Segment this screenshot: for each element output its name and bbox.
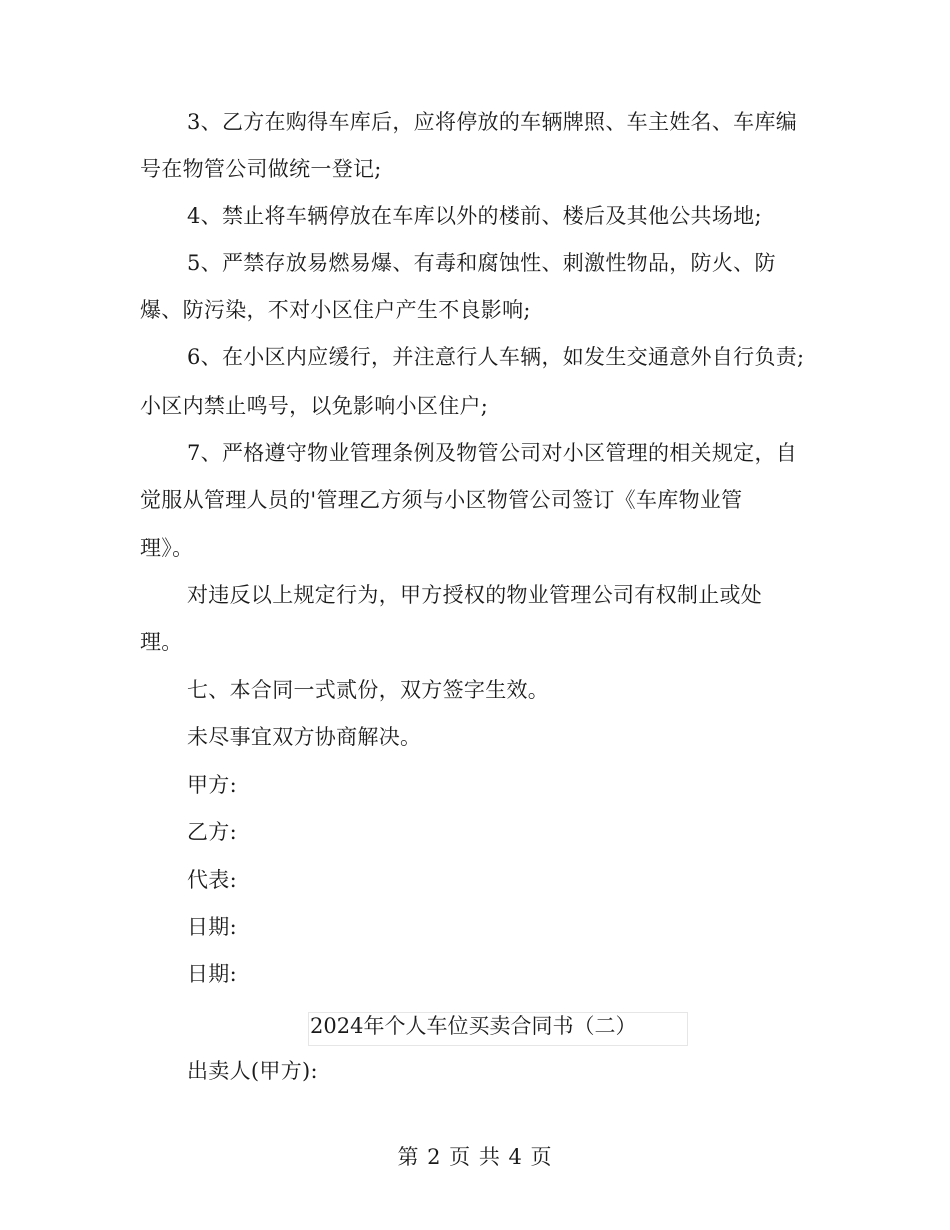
date-label-2: 日期: [187, 962, 237, 986]
date-label-1: 日期: [187, 915, 237, 939]
clause-6-line-2: 小区内禁止鸣号，以免影响小区住户; [140, 394, 489, 418]
clause-7-line-1: 7、严格遵守物业管理条例及物管公司对小区管理的相关规定，自 [187, 441, 798, 465]
clause-3-line-1: 3、乙方在购得车库后，应将停放的车辆牌照、车主姓名、车库编 [187, 110, 798, 134]
party-b-label: 乙方: [187, 820, 237, 844]
unresolved-matters-line: 未尽事宜双方协商解决。 [187, 725, 422, 749]
violation-line-1: 对违反以上规定行为，甲方授权的物业管理公司有权制止或处 [187, 583, 763, 607]
violation-line-2: 理。 [140, 630, 183, 654]
representative-label: 代表: [187, 868, 237, 892]
party-a-label: 甲方: [187, 773, 237, 797]
clause-7-line-2: 觉服从管理人员的'管理乙方须与小区物管公司签订《车库物业管 [140, 488, 743, 512]
clause-5-line-1: 5、严禁存放易燃易爆、有毒和腐蚀性、刺激性物品，防火、防 [187, 251, 776, 275]
clause-3-line-2: 号在物管公司做统一登记; [140, 157, 382, 181]
clause-7-line-3: 理》。 [140, 536, 194, 560]
section-title: 2024年个人车位买卖合同书（二） [310, 1014, 637, 1038]
article-7-line: 七、本合同一式贰份，双方签字生效。 [187, 678, 550, 702]
page-footer: 第 2 页 共 4 页 [397, 1145, 553, 1169]
seller-party-a-line: 出卖人(甲方): [187, 1059, 318, 1083]
clause-5-line-2: 爆、防污染，不对小区住户产生不良影响; [140, 298, 531, 322]
clause-6-line-1: 6、在小区内应缓行，并注意行人车辆，如发生交通意外自行负责; [187, 345, 805, 369]
clause-4-line-1: 4、禁止将车辆停放在车库以外的楼前、楼后及其他公共场地; [187, 204, 762, 228]
